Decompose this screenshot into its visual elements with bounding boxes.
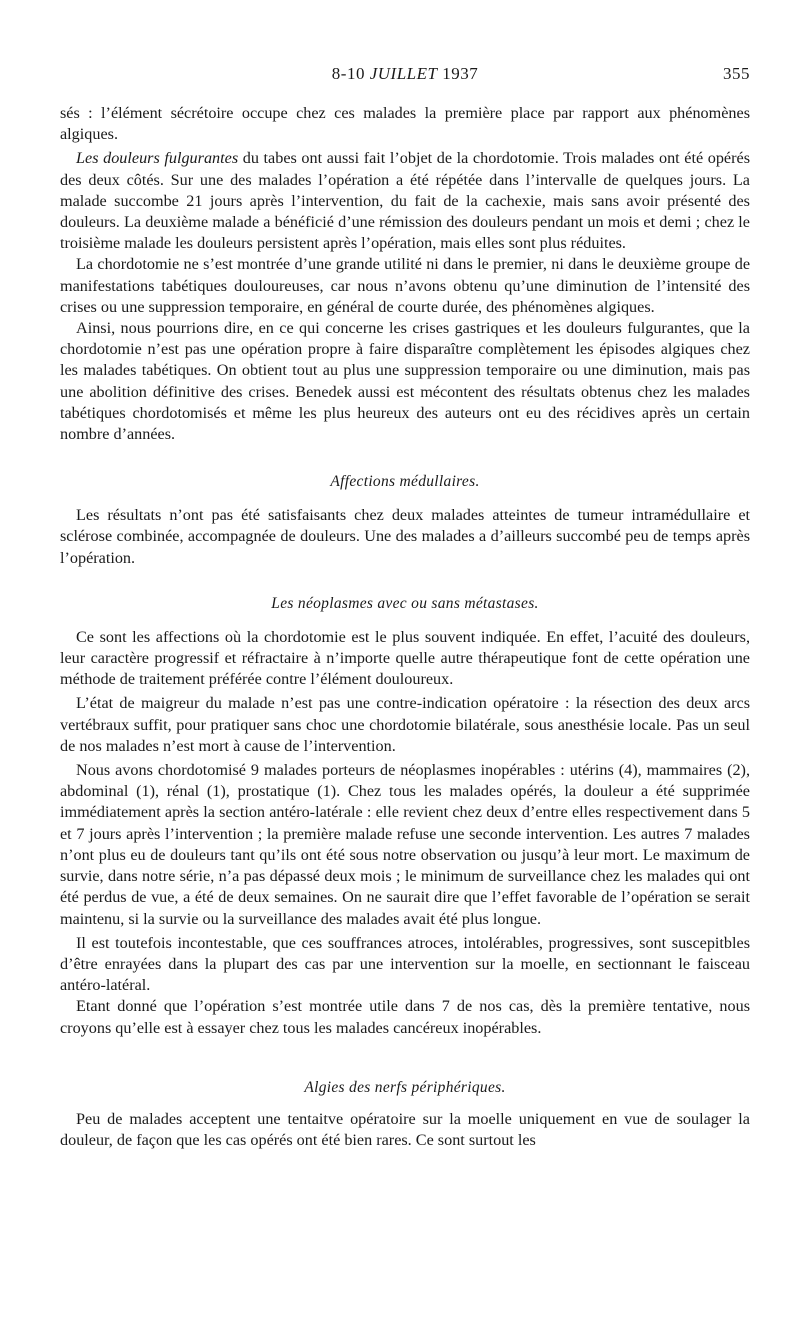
- paragraph-chordotomie-utilite: La chordotomie ne s’est montrée d’une grande utilité ni dans le premier, ni dans le deuxième groupe de manifestations tabétiques douloureuses, car nous n’avons obtenu qu’une diminution de l’intensité des crises ou une suppression temporaire, en général de courte durée, des phénomènes algiques.: [60, 255, 750, 316]
- paragraph-body: du tabes ont aussi fait l’objet de la chordotomie. Trois malades ont été opérés des deux côtés. Sur une des malades l’opération a été répétée dans l’intervalle de quelques jours. La malade succombe 21 jours après l’intervention, du fait de la cachexie, mais sans avoir présenté des douleurs. La deuxième malade a bénéficié d’une rémission des douleurs pendant un mois et demi ; chez le troisième malade les douleurs persistent après l’opération, mais elles sont plus réduites.: [60, 149, 750, 253]
- header-title: [60, 64, 750, 84]
- section-heading-algies: Algies des nerfs périphériques.: [304, 1078, 506, 1096]
- paragraph-incontestable: Il est toutefois incontestable, que ces souffrances atroces, intolérables, progressives, sont suscepitbles d’être enrayées dans la plupart des cas par une intervention sur la moelle, en sectionnant le faisceau antéro-latéral.: [60, 933, 750, 995]
- paragraph-continuation: sés : l’élément sécrétoire occupe chez ces malades la première place par rapport aux phénomènes algiques.: [60, 104, 750, 144]
- paragraph-douleurs-fulgurantes: [60, 148, 750, 254]
- page-number: 355: [723, 64, 750, 83]
- header-date-prefix: 8-10: [331, 64, 365, 83]
- section-heading-neoplasmes: Les néoplasmes avec ou sans métastases.: [271, 594, 539, 612]
- paragraph-etant-donne: Etant donné que l’opération s’est montrée utile dans 7 de nos cas, dès la première tentative, nous croyons qu’elle est à essayer chez tous les malades cancéreux inopérables.: [60, 997, 750, 1037]
- paragraph-ainsi: Ainsi, nous pourrions dire, en ce qui concerne les crises gastriques et les douleurs fulgurantes, que la chordotomie n’est pas une opération propre à faire disparaître complètement les épisodes algiques chez les malades tabétiques. On obtient tout au plus une suppression temporaire ou une diminution, mais pas une abolition définitive des crises. Benedek aussi est mécontent des résultats obtenus chez les malades tabétiques chordotomisés et même les plus heureux des auteurs ont eu des récidives après un certain nombre d’années.: [60, 319, 750, 444]
- header-year: 1937: [442, 64, 479, 83]
- paragraph-peu-de-malades: Peu de malades acceptent une tentaitve opératoire sur la moelle uniquement en vue de soulager la douleur, de façon que les cas opérés ont été bien rares. Ce sont surtout les: [60, 1109, 750, 1149]
- paragraph-neoplasmes-inoperables: Nous avons chordotomisé 9 malades porteurs de néoplasmes inopérables : utérins (4), mammaires (2), abdominal (1), rénal (1), prostatique (1). Chez tous les malades opérés, la douleur a été supprimée immédiatement après la section antéro-latérale : elle revient chez deux d’entre elles respectivement dans 5 et 7 jours après l’intervention ; la première malade refuse une seconde intervention. Les autres 7 malades n’ont plus eu de douleurs tant qu’ils ont été sous notre observation ou jusqu’à leur mort. Le maximum de survie, dans notre série, n’a pas dépassé deux mois ; le minimum de surveillance chez les malades qui ont été perdus de vue, a été de deux semaines. On ne saurait dire que l’effet favorable de l’opération se serait maintenu, si la survie ou la surveillance des malades avait été plus longue.: [60, 761, 750, 928]
- paragraph-resultats: Les résultats n’ont pas été satisfaisants chez deux malades atteintes de tumeur intramédullaire et sclérose combinée, accompagnée de douleurs. Une des malades a d’ailleurs succombé peu de temps après l’opération.: [60, 506, 750, 567]
- paragraph-affections-chordotomie: Ce sont les affections où la chordotomie est le plus souvent indiquée. En effet, l’acuité des douleurs, leur caractère progressif et réfractaire à n’importe quelle autre thérapeutique font de cette opération une méthode de traitement préférée contre l’élément douloureux.: [60, 627, 750, 689]
- header-month: JUILLET: [369, 64, 438, 83]
- paragraph-etat-maigreur: L’état de maigreur du malade n’est pas une contre-indication opératoire : la résection des deux arcs vertébraux suffit, pour pratiquer sans choc une chordotomie bilatérale, sous anesthésie locale. Pas un seul de nos malades n’est mort à cause de l’intervention.: [60, 694, 750, 755]
- section-heading-affections-medullaires: Affections médullaires.: [330, 473, 480, 491]
- paragraph-lead-italic: Les douleurs fulgurantes: [76, 149, 239, 168]
- running-header: [60, 64, 750, 94]
